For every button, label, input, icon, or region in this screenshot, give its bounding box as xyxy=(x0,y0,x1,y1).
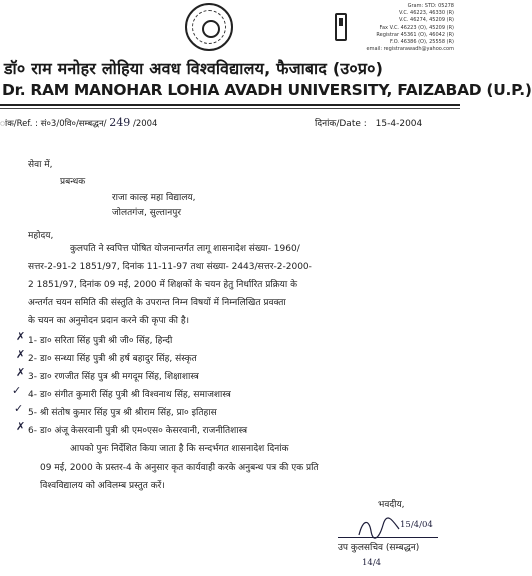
check-mark-icon: ✗ xyxy=(16,330,26,343)
paragraph-line-4: अन्तर्गत चयन समिति की संस्तुति के उपरान्त निम्न विषयों में निम्नलिखित प्रवक्ता xyxy=(28,298,286,308)
university-name-hindi: डॉ० राम मनोहर लोहिया अवध विश्वविद्यालय, फैजाबाद (उ०प्र०) xyxy=(4,59,384,78)
signatory-designation: उप कुलसचिव (सम्बद्धन) xyxy=(338,543,420,553)
signature-date: 15/4/04 xyxy=(400,520,433,530)
university-seal-icon xyxy=(185,3,233,51)
appointee-item: 4- डा० संगीत कुमारी सिंह पुत्री श्री विश्वनाथ सिंह, समाजशास्त्र xyxy=(28,390,231,400)
ref-number: सं०3/0वि०/सम्बद्धन/ xyxy=(40,119,107,129)
date-line xyxy=(315,116,422,129)
closing-line-3: विश्वविद्यालय को अविलम्ब प्रस्तुत करें। xyxy=(40,481,165,491)
salutation: सेवा में, xyxy=(28,160,53,170)
appointee-item: 6- डा० अंजू केसरवानी पुत्री श्री एम०एस० केसरवानी, राजनीतिशास्त्र xyxy=(28,426,248,436)
appointee-item: 2- डा० सन्ध्या सिंह पुत्री श्री हर्ष बहादुर सिंह, संस्कृत xyxy=(28,354,197,364)
initials: 14/4 xyxy=(362,558,382,568)
appointee-item: 5- श्री संतोष कुमार सिंह पुत्र श्री श्रीराम सिंह, प्रा० इतिहास xyxy=(28,408,217,418)
check-mark-icon: ✗ xyxy=(16,348,26,361)
contact-details: Gram: STD: 05278 V.C. 46223, 46330 (R) V.C. 46274, 45209 (R) Fax V.C. 46223 (O), 45209 (R) Registrar 45361 (O), 46042 (R) F.O. 46386 (O), 25558 (R) email: registrarawadh@yahoo.com xyxy=(366,3,454,53)
signature-scribble-icon xyxy=(355,515,403,543)
appointee-item: 1- डा० सरिता सिंह पुत्री श्री जी० सिंह, हिन्दी xyxy=(28,336,173,346)
recipient-line-3: जोलतगंज, सुल्तानपुर xyxy=(112,208,182,218)
date-value: 15-4-2004 xyxy=(375,119,423,129)
closing-line-1: आपको पुनः निर्देशित किया जाता है कि सन्दर्भगत शासनादेश दिनांक xyxy=(70,444,289,454)
appointee-item: 3- डा० रणजीत सिंह पुत्र श्री मगदूम सिंह, शिक्षाशास्त्र xyxy=(28,372,199,382)
phone-icon xyxy=(335,13,347,41)
ref-handwritten: 249 xyxy=(109,116,131,129)
ref-label: ांक/Ref. : xyxy=(0,119,39,129)
paragraph-line-2: सत्तर-2-91-2 1851/97, दिनांक 11-11-97 तथा संख्या- 2443/सत्तर-2-2000- xyxy=(28,262,312,272)
sign-off: भवदीय, xyxy=(378,500,405,510)
greeting: महोदय, xyxy=(28,231,54,241)
check-mark-icon: ✗ xyxy=(16,420,26,433)
paragraph-line-5: के चयन का अनुमोदन प्रदान करने की कृपा की है। xyxy=(28,316,190,326)
university-name-english: Dr. RAM MANOHAR LOHIA AVADH UNIVERSITY, FAIZABAD (U.P.) xyxy=(2,81,532,99)
check-mark-icon: ✗ xyxy=(16,366,26,379)
check-mark-icon: ✓ xyxy=(12,384,22,397)
recipient-line-2: राजा काल्ह महा विद्यालय, xyxy=(112,193,196,203)
recipient-line-1: प्रबन्धक xyxy=(60,177,86,187)
ref-year: /2004 xyxy=(132,119,158,129)
check-mark-icon: ✓ xyxy=(14,402,24,415)
paragraph-line-3: 2 1851/97, दिनांक 09 मई, 2000 में शिक्षकों के चयन हेतु निर्धारित प्रक्रिया के xyxy=(28,280,297,290)
header-rule xyxy=(0,104,460,106)
header-rule-thin xyxy=(0,108,460,109)
paragraph-line-1: कुलपति ने स्वपित्त पोषित योजनान्तर्गत लागू शासनादेश संख्या- 1960/ xyxy=(70,244,300,254)
reference-line xyxy=(0,116,157,129)
date-label: दिनांक/Date : xyxy=(315,119,367,129)
signature-underline xyxy=(338,537,438,538)
closing-line-2: 09 मई, 2000 के प्रस्तर-4 के अनुसार कृत कार्यवाही करके अनुबन्ध पत्र की एक प्रति xyxy=(40,463,319,473)
